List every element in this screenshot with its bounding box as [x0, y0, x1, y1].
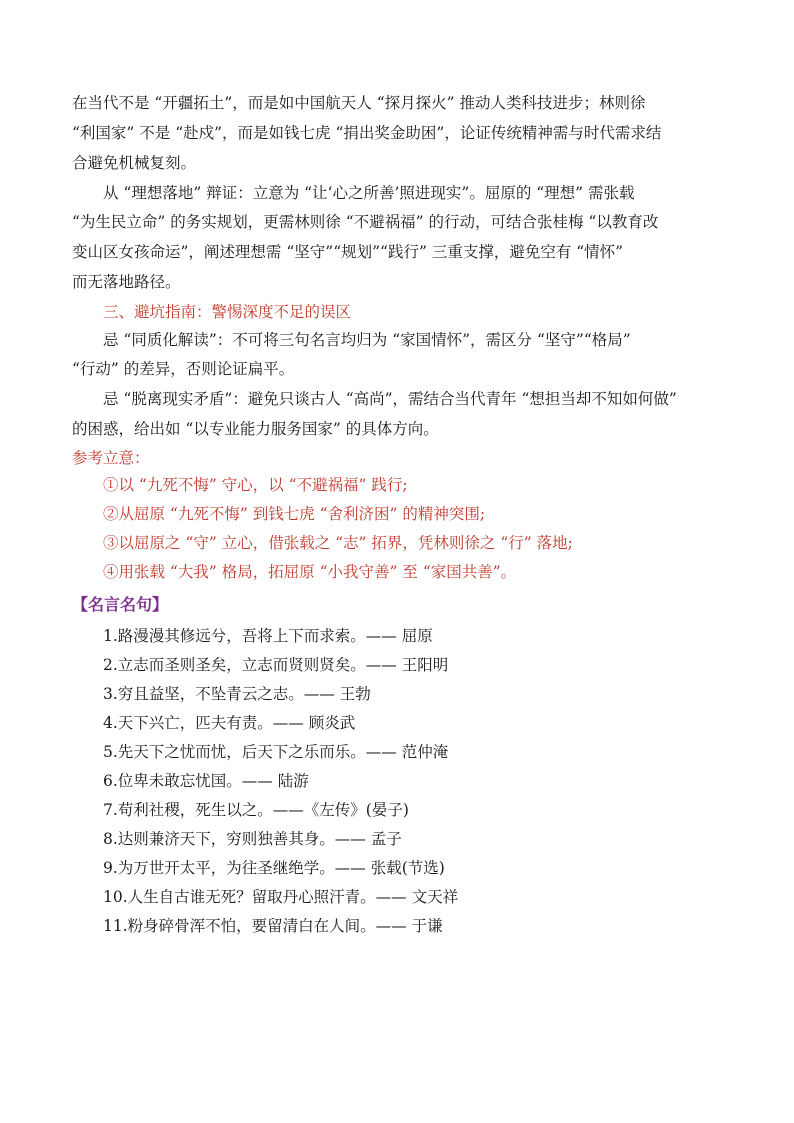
body-line: 而无落地路径。 [72, 273, 181, 291]
section-title: 三、避坑指南：警惕深度不足的误区 [103, 303, 352, 321]
reference-item: ②从屈原 “九死不悔” 到钱七虎 “舍利济困” 的精神突围; [103, 505, 486, 523]
body-line: 变山区女孩命运”，阐述理想需 “坚守”“规划”“践行” 三重支撑，避免空有 “情怀” [72, 243, 624, 261]
quotes-header: 【名言名句】 [72, 595, 169, 614]
reference-title: 参考立意： [72, 449, 150, 467]
body-line: “利国家” 不是 “赴戍”，而是如钱七虎 “捐出奖金助困”，论证传统精神需与时代需求结 [72, 124, 662, 142]
quote-item: 4.天下兴亡，匹夫有责。—— 顾炎武 [103, 714, 356, 732]
quote-item: 7.苟利社稷，死生以之。——《左传》(晏子) [103, 801, 409, 819]
quote-item: 3.穷且益坚，不坠青云之志。—— 王勃 [103, 685, 371, 703]
pitfall-line: “行动” 的差异，否则论证扁平。 [72, 360, 295, 378]
quote-item: 10.人生自古谁无死？留取丹心照汗青。—— 文天祥 [103, 888, 459, 906]
body-line: “为生民立命” 的务实规划，更需林则徐 “不避祸福” 的行动，可结合张桂梅 “以教育改 [72, 213, 659, 231]
quote-item: 6.位卑未敢忘忧国。—— 陆游 [103, 772, 309, 790]
body-line: 在当代不是 “开疆拓土”，而是如中国航天人 “探月探火” 推动人类科技进步；林则徐 [72, 94, 646, 112]
pitfall-line: 忌 “同质化解读”：不可将三句名言均归为 “家国情怀”，需区分 “坚守”“格局” [103, 331, 631, 349]
pitfall-line: 的困惑，给出如 “以专业能力服务国家” 的具体方向。 [72, 420, 439, 438]
reference-item: ①以 “九死不悔” 守心，以 “不避祸福” 践行; [103, 476, 408, 494]
quote-item: 11.粉身碎骨浑不怕，要留清白在人间。—— 于谦 [103, 917, 443, 935]
quote-item: 8.达则兼济天下，穷则独善其身。—— 孟子 [103, 830, 402, 848]
quote-item: 1.路漫漫其修远兮，吾将上下而求索。—— 屈原 [103, 627, 433, 645]
quote-item: 9.为万世开太平，为往圣继绝学。—— 张载(节选) [103, 859, 445, 877]
quote-item: 5.先天下之忧而忧，后天下之乐而乐。—— 范仲淹 [103, 743, 449, 761]
reference-item: ③以屈原之 “守” 立心，借张载之 “志” 拓界，凭林则徐之 “行” 落地; [103, 534, 573, 552]
body-line: 从 “理想落地” 辩证：立意为 “让‘心之所善’照进现实”。屈原的 “理想” 需张载 [103, 184, 635, 202]
quote-item: 2.立志而圣则圣矣，立志而贤则贤矣。—— 王阳明 [103, 656, 449, 674]
pitfall-line: 忌 “脱离现实矛盾”：避免只谈古人 “高尚”，需结合当代青年 “想担当却不知如何做” [103, 390, 677, 408]
reference-item: ④用张载 “大我” 格局，拓屈原 “小我守善” 至 “家国共善”。 [103, 563, 517, 581]
body-line: 合避免机械复刻。 [72, 154, 197, 172]
